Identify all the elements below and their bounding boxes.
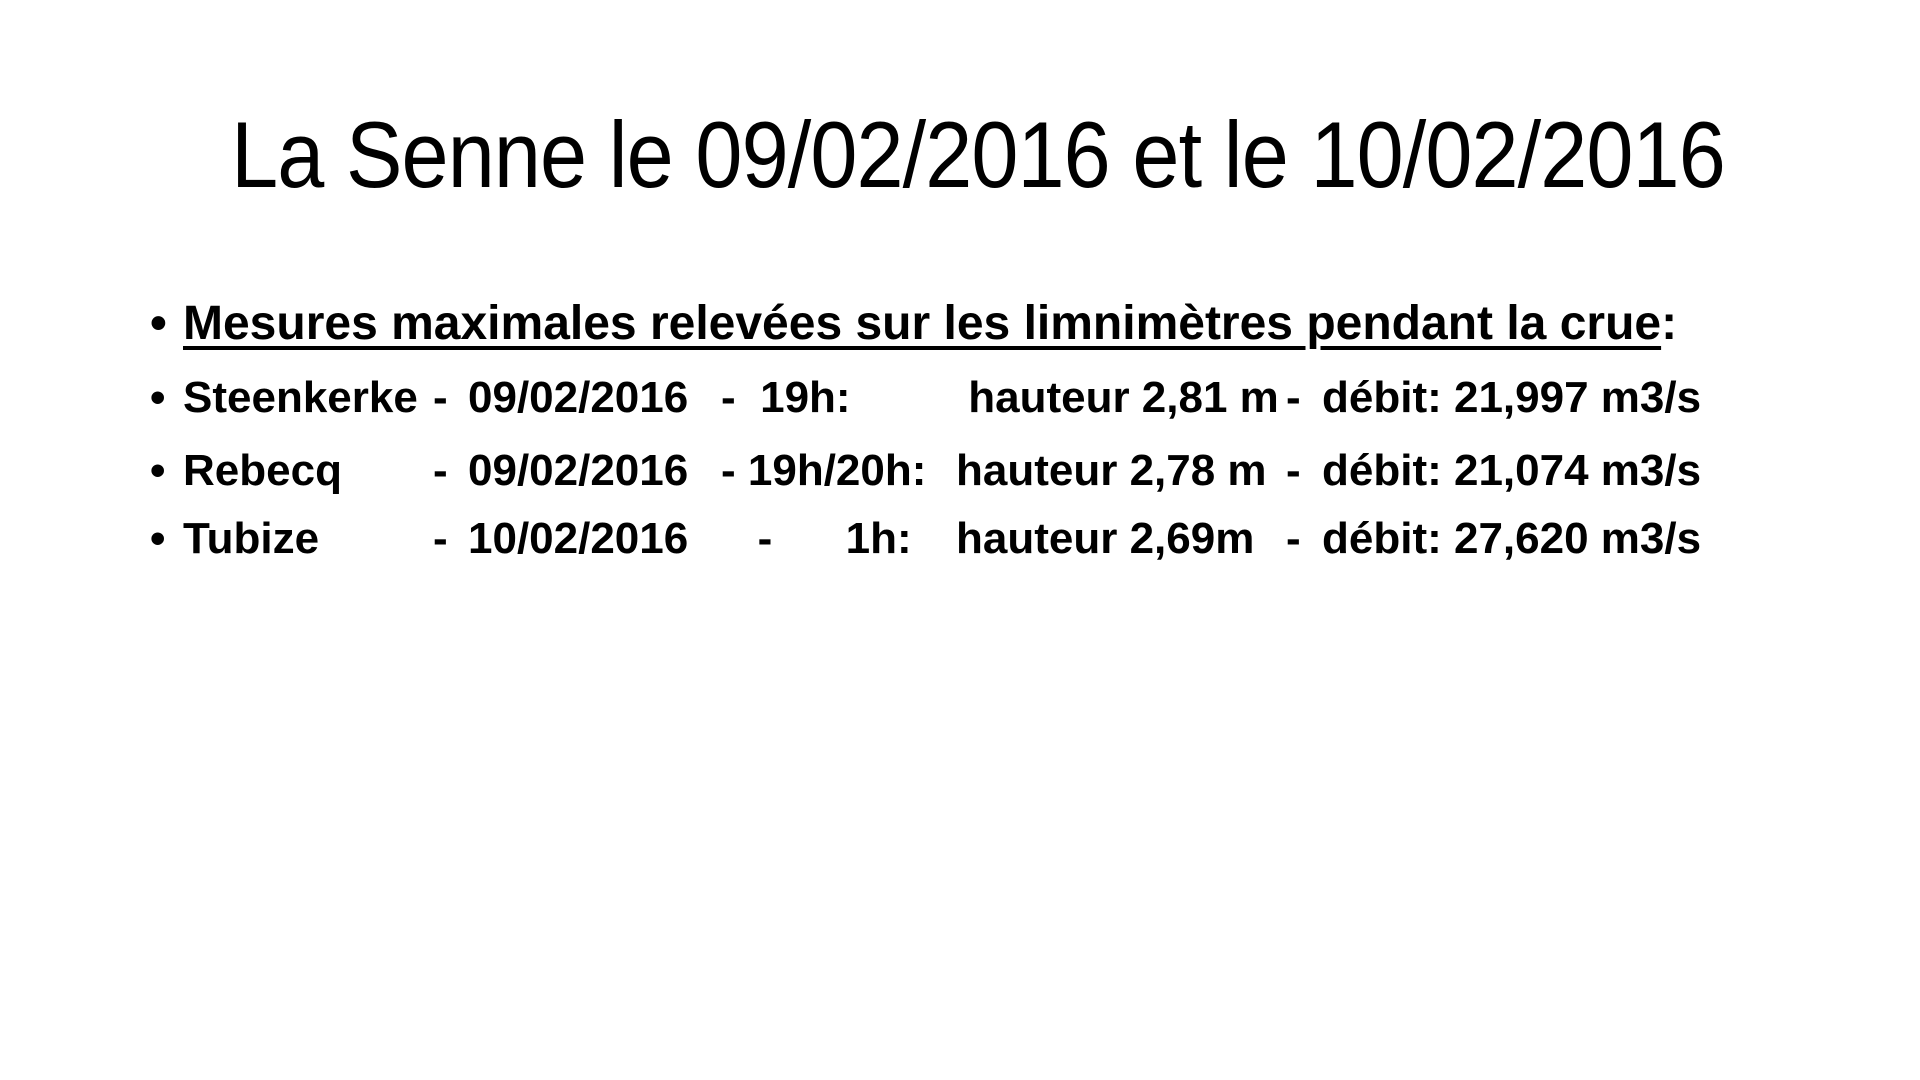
measurement-date: 10/02/2016 (468, 514, 689, 563)
measurement-row (150, 373, 1702, 422)
slide-title: La Senne le 09/02/2016 et le 10/02/2016 (231, 102, 1725, 207)
measurement-row (150, 514, 1702, 563)
debit-value: débit: 27,620 m3/s (1322, 514, 1702, 563)
heading-line (150, 297, 1678, 350)
measurement-date: 09/02/2016 (468, 373, 689, 422)
station-name: Rebecq (183, 446, 342, 495)
bullet-icon: • (150, 514, 166, 563)
bullet-icon: • (150, 446, 166, 495)
hauteur-value: hauteur 2,69m (956, 514, 1255, 563)
dash-separator: - (433, 446, 448, 495)
bullet-icon: • (150, 297, 167, 350)
measurement-time: - 1h: (721, 514, 912, 563)
bullet-icon: • (150, 373, 166, 422)
measurement-row (150, 446, 1702, 495)
heading-underlined-text: Mesures maximales relevées sur les limnimètres pendant la crue (183, 297, 1662, 350)
dash-separator: - (433, 514, 448, 563)
heading-colon: : (1661, 297, 1678, 350)
debit-value: débit: 21,997 m3/s (1322, 373, 1702, 422)
measurement-date: 09/02/2016 (468, 446, 689, 495)
dash-separator: - (433, 373, 448, 422)
hauteur-value: hauteur 2,78 m (956, 446, 1267, 495)
measurement-time: - 19h: (721, 373, 851, 422)
dash-separator: - (1286, 446, 1301, 495)
dash-separator: - (1286, 373, 1301, 422)
station-name: Tubize (183, 514, 320, 563)
hauteur-value: hauteur 2,81 m (956, 373, 1279, 422)
dash-separator: - (1286, 514, 1301, 563)
measurement-time: - 19h/20h: (721, 446, 927, 495)
station-name: Steenkerke (183, 373, 418, 422)
debit-value: débit: 21,074 m3/s (1322, 446, 1702, 495)
